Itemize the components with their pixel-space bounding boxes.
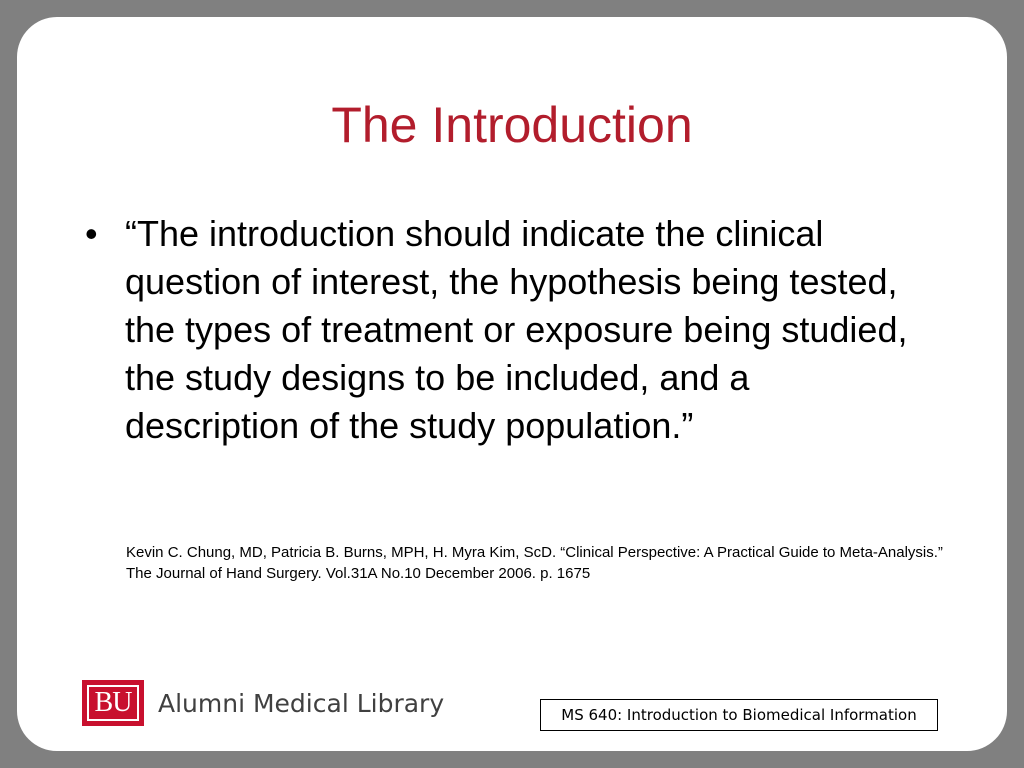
slide-title: The Introduction <box>331 97 693 153</box>
slide <box>17 17 1007 751</box>
course-label-box <box>540 699 938 731</box>
bullet-quote-text: “The introduction should indicate the clinical question of interest, the hypothesis being tested, the types of treatment or exposure being studied, the study designs to be included, and a description of the study population.” <box>125 213 908 446</box>
bullet-marker: • <box>85 213 98 254</box>
library-name: Alumni Medical Library <box>158 688 445 718</box>
bu-logo-initials: BU <box>94 687 132 718</box>
alumni-medical-library-logo <box>82 678 444 728</box>
citation-text: Kevin C. Chung, MD, Patricia B. Burns, MPH, H. Myra Kim, ScD. “Clinical Perspective: A Practical Guide to Meta-Analysis.” The Journal of Hand Surgery. Vol.31A No.10 December 2006. p. 1675 <box>126 544 943 582</box>
bu-logo-mark <box>82 680 144 726</box>
course-label: MS 640: Introduction to Biomedical Information <box>561 706 917 724</box>
